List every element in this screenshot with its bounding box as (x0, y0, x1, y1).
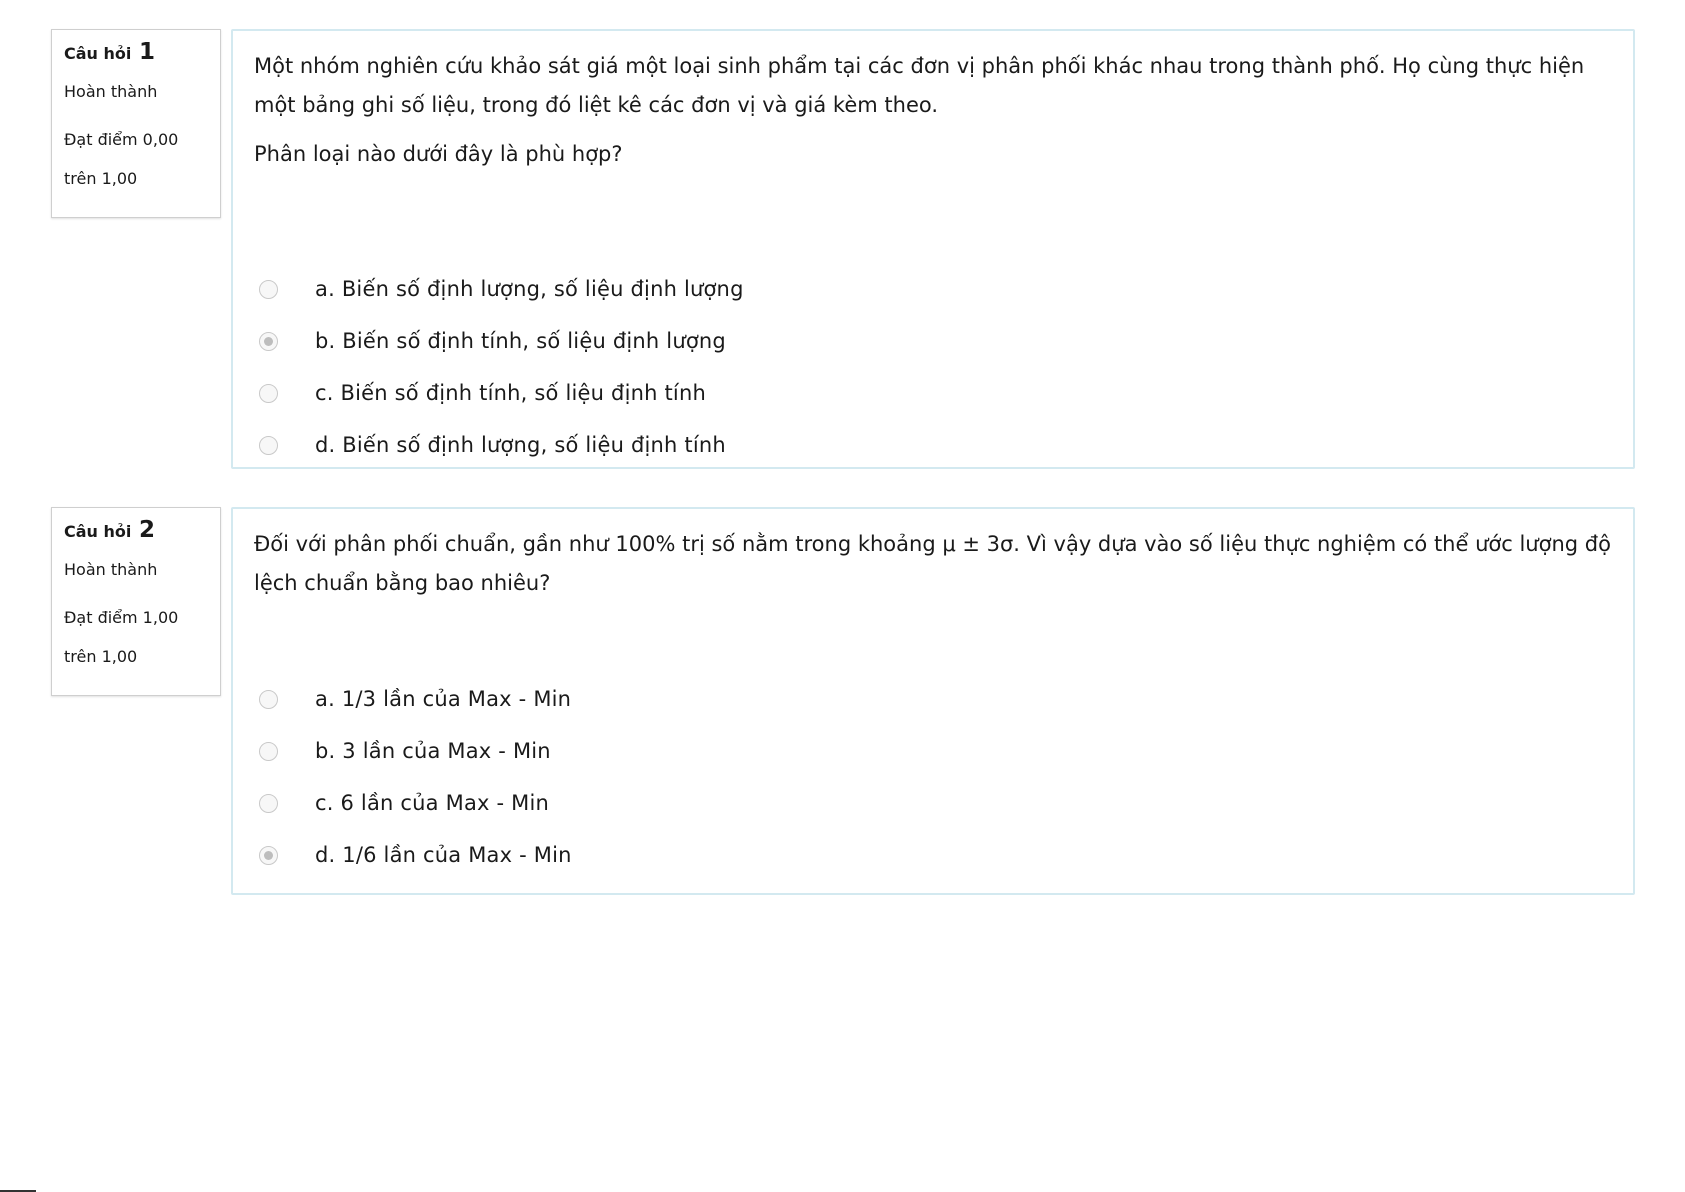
question-grade (64, 598, 208, 676)
question-label: Câu hỏi (64, 44, 132, 63)
answer-label: a. Biến số định lượng, số liệu định lượng (315, 277, 744, 301)
radio-button-selected[interactable] (259, 846, 278, 865)
radio-button[interactable] (259, 384, 278, 403)
answer-option-c[interactable] (259, 367, 1613, 419)
answer-label: b. Biến số định tính, số liệu định lượng (315, 329, 726, 353)
radio-button[interactable] (259, 794, 278, 813)
question-text (254, 47, 1613, 174)
question-content (231, 507, 1635, 895)
radio-button-selected[interactable] (259, 332, 278, 351)
question-number (64, 518, 208, 544)
answer-list (259, 673, 1613, 881)
radio-button[interactable] (259, 280, 278, 299)
question-label: Câu hỏi (64, 522, 132, 541)
question-info-panel (51, 507, 221, 696)
question-number (64, 40, 208, 66)
answer-label: b. 3 lần của Max - Min (315, 739, 551, 763)
answer-label: d. Biến số định lượng, số liệu định tính (315, 433, 726, 457)
question-content (231, 29, 1635, 469)
question-number-value: 1 (138, 39, 155, 65)
answer-option-d[interactable] (259, 829, 1613, 881)
answer-option-a[interactable] (259, 263, 1613, 315)
answer-label: d. 1/6 lần của Max - Min (315, 843, 572, 867)
answer-option-c[interactable] (259, 777, 1613, 829)
radio-button[interactable] (259, 436, 278, 455)
grade-line-1: Đạt điểm 0,00 (64, 130, 179, 149)
answer-option-d[interactable] (259, 419, 1613, 471)
answer-option-a[interactable] (259, 673, 1613, 725)
question-info-panel (51, 29, 221, 218)
question-number-value: 2 (138, 517, 155, 543)
answer-label: c. Biến số định tính, số liệu định tính (315, 381, 706, 405)
answer-option-b[interactable] (259, 315, 1613, 367)
grade-line-1: Đạt điểm 1,00 (64, 608, 179, 627)
grade-line-2: trên 1,00 (64, 169, 138, 188)
question-state: Hoàn thành (64, 82, 158, 101)
answer-label: c. 6 lần của Max - Min (315, 791, 550, 815)
question-text-paragraph: Đối với phân phối chuẩn, gần như 100% trị số nằm trong khoảng μ ± 3σ. Vì vậy dựa vào số liệu thực nghiệm có thể ước lượng độ lệch chuẩn bằng bao nhiêu? (254, 532, 1611, 595)
grade-line-2: trên 1,00 (64, 647, 138, 666)
answer-list (259, 263, 1613, 471)
question-text-paragraph: Một nhóm nghiên cứu khảo sát giá một loại sinh phẩm tại các đơn vị phân phối khác nhau trong thành phố. Họ cùng thực hiện một bảng ghi số liệu, trong đó liệt kê các đơn vị và giá kèm theo. (254, 54, 1585, 117)
radio-button[interactable] (259, 742, 278, 761)
question-prompt: Phân loại nào dưới đây là phù hợp? (254, 142, 623, 166)
question-text (254, 525, 1613, 603)
question-state: Hoàn thành (64, 560, 158, 579)
radio-button[interactable] (259, 690, 278, 709)
answer-option-b[interactable] (259, 725, 1613, 777)
question-grade (64, 120, 208, 198)
answer-label: a. 1/3 lần của Max - Min (315, 687, 572, 711)
